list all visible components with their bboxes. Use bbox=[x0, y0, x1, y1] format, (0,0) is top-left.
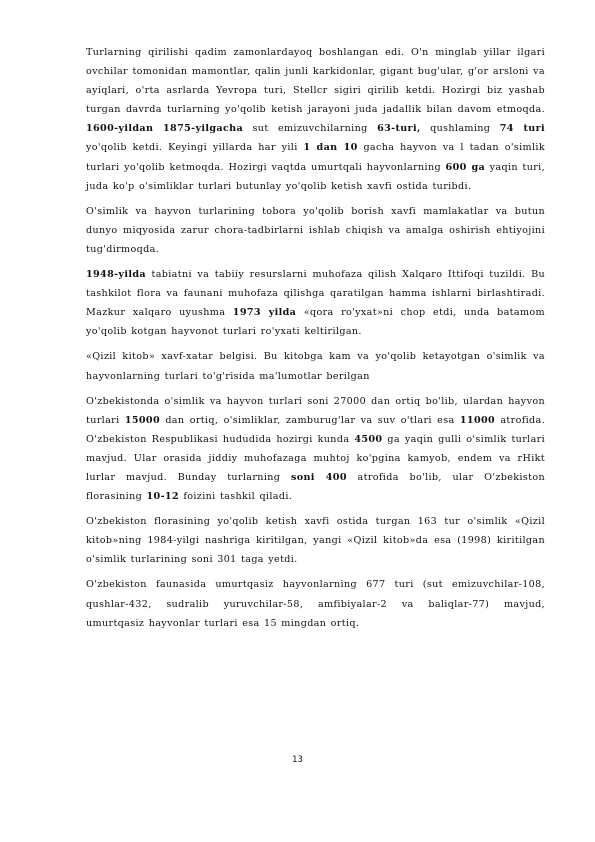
paragraph-species-extinction bbox=[86, 43, 545, 196]
text-run: O'zbekiston faunasida umurtqasiz hayvonlarning 677 turi (sut emizuvchilar-108, qushlar-432, sudralib yuruvchilar-58, amfibiyalar-2 va baliqlar-77) mavjud, umurtqasiz hayvonlar turlari esa 15 mingdan ortiq. bbox=[86, 579, 545, 629]
text-run: atrofida bo'lib, ular O'zbekiston florasining bbox=[86, 471, 545, 503]
paragraph-international-union bbox=[86, 265, 545, 341]
bold-text-run: 15000 bbox=[124, 414, 160, 426]
text-run: foizini tashkil qiladi. bbox=[178, 491, 293, 503]
document-body bbox=[86, 43, 545, 639]
text-run: «qora ro'yxat»ni chop etdi, unda batamom yo'qolib kotgan hayvonot turlari ro'yxati keltirilgan. bbox=[86, 307, 545, 338]
text-run: qushlaming bbox=[420, 123, 500, 135]
paragraph-red-book bbox=[86, 347, 545, 385]
text-run: O'zbekistonda o'simlik va hayvon turlari soni 27000 dan ortiq bo'lib, ulardan hayvon turlari bbox=[86, 395, 545, 426]
bold-text-run: 1 dan 10 bbox=[303, 142, 358, 154]
text-run: ga yaqin gulli o'simlik turlari mavjud. Ular orasida jiddiy muhofazaga muhtoj ko'pgina kamyob, endem va rHikt lurlar mavjud. Bunday turlarning bbox=[86, 433, 545, 483]
bold-text-run: 1600-yildan 1875-yilgacha bbox=[86, 123, 244, 135]
bold-text-run: 11000 bbox=[459, 414, 496, 426]
paragraph-extinction-threat bbox=[86, 202, 545, 259]
text-run: O'simlik va hayvon turlarining tobora yo'qolib borish xavfi mamlakatlar va butun dunyo miqyosida zarur chora-tadbirlarni ishlab chiqish va amalga oshirish ehtiyojini tug'dirmoqda. bbox=[86, 205, 545, 255]
paragraph-uzbekistan-flora bbox=[86, 512, 545, 569]
bold-text-run: 1973 yilda bbox=[232, 307, 297, 319]
bold-text-run: 600 ga bbox=[445, 161, 486, 173]
paragraph-uzbekistan-species bbox=[86, 392, 545, 507]
page-number: 13 bbox=[292, 755, 303, 765]
bold-text-run: soni 400 bbox=[290, 471, 347, 483]
text-run: tabiatni va tabiiy resurslarni muhofaza qilish Xalqaro Ittifoqi tuzildi. Bu tashkilot flora va faunani muhofaza qilishga qaratilgan hamma ishlarni birlashtiradi. Mazkur xalqaro uyushma bbox=[86, 269, 545, 319]
text-run: atrofida. O'zbekiston Respublikasi hududida hozirgi kunda bbox=[86, 414, 545, 445]
text-run: yaqin turi, juda ko'p o'simliklar turlari butunlay yo'qolib ketish xavfi ostida turibdi. bbox=[86, 161, 545, 192]
text-run: «Qizil kitob» xavf-xatar belgisi. Bu kitobga kam va yo'qolib ketayotgan o'simlik va hayvonlarning turlari to'g'risida ma'lumotlar berilgan bbox=[86, 351, 545, 382]
bold-text-run: 10-12 bbox=[146, 491, 179, 503]
bold-text-run: 63-turi, bbox=[377, 123, 421, 135]
text-run: O'zbekiston florasining yo'qolib ketish xavfi ostida turgan 163 tur o'simlik «Qizil kitob»ning 1984-yilgi nashriga kiritilgan, yangi «Qizil kitob»da esa (1998) kiritilgan o'simlik turlarining soni 301 taga yetdi. bbox=[86, 516, 545, 566]
paragraph-uzbekistan-fauna bbox=[86, 575, 545, 632]
text-run: yo'qolib ketdi. Keyingi yillarda har yili bbox=[86, 142, 304, 154]
text-run: sut emizuvchilarning bbox=[243, 123, 378, 135]
text-run: gacha hayvon va l tadan o'simlik turlari yo'qolib ketmoqda. Hozirgi vaqtda umurtqali hayvonlarning bbox=[86, 142, 546, 173]
text-run: Turlarning qirilishi qadim zamonlardayoq boshlangan edi. O'n minglab yillar ilgari ovchilar tomonidan mamontlar, qalin junli karkidonlar, gigant bug'ular, g'or arsloni va ayiqlari, o'rta asrlarda Yevropa turi, Stellcr sigiri qirilib ketdi. Hozirgi biz yashab turgan davrda turlarning yo'qolib ketish jarayoni juda jadallik bilan davom etmoqda. bbox=[86, 47, 545, 116]
bold-text-run: 4500 bbox=[354, 433, 383, 445]
text-run: dan ortiq, o'simliklar, zamburug'lar va suv o'tlari esa bbox=[159, 414, 460, 426]
bold-text-run: 1948-yilda bbox=[86, 269, 146, 281]
bold-text-run: 74 turi bbox=[499, 123, 546, 135]
